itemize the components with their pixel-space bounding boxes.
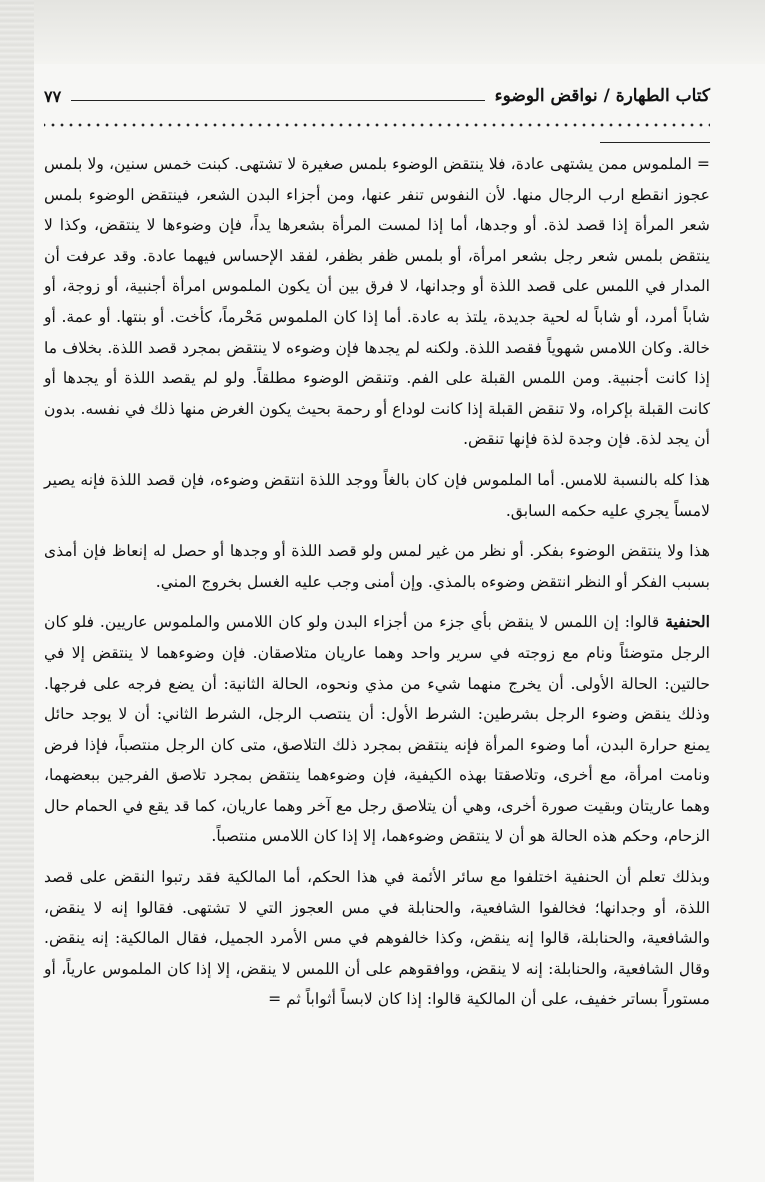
header-rule xyxy=(71,100,484,101)
paragraph-3 xyxy=(44,536,710,597)
paragraph-4-label: الحنفية xyxy=(665,612,710,632)
page-number: ٧٧ xyxy=(44,86,62,106)
scan-top-edge xyxy=(0,0,765,64)
paragraph-4 xyxy=(44,607,710,852)
paragraph-2-text: هذا كله بالنسبة للامس. أما الملموس فإن كان بالغاً ووجد اللذة انتقض وضوءه، فإن قصد اللذة فإنه يصير لامساً يجري عليه حكمه السابق. xyxy=(44,470,710,520)
paragraph-2 xyxy=(44,465,710,526)
footnote-text xyxy=(44,149,710,1015)
paragraph-4-text: قالوا: إن اللمس لا ينقض بأي جزء من أجزاء البدن ولو كان اللامس والملموس عاريين. فلو كان الرجل متوضئاً ونام مع زوجته في سرير واحد وهما عاريان متلاصقان. فإن وضوءهما لا ينتقض إلا في حالتين: الحالة الأولى. أن يخرج منهما شيء من مذي ونحوه، الحالة الثانية: أن يضع فرجه على فرجها. وذلك ينقض وضوء الرجل بشرطين: الشرط الأول: أن ينتصب الرجل، الشرط الثاني: أن لا يوجد حائل يمنع حرارة البدن، أما وضوء المرأة فإنه ينتقض بمجرد ذلك التلاصق، متى كان الرجل منتصباً، فإذا فرض ونامت امرأة، مع أخرى، وتلاصقتا بهذه الكيفية، فإن وضوءهما ينتقض بمجرد تلاصق الفرجين ببعضهما، وهما عاريتان وبقيت صورة أخرى، وهي أن يتلاصق رجل مع آخر وهما عاريان، كما قد يقع في الحمام حال الزحام، وحكم هذه الحالة هو أن لا ينتقض وضوءهما، إلا إذا كان اللامس منتصباً. xyxy=(44,613,710,846)
paragraph-5-text: وبذلك تعلم أن الحنفية اختلفوا مع سائر الأئمة في هذا الحكم، أما المالكية فقد رتبوا النقض على قصد اللذة، أو وجدانها؛ فخالفوا الشافعية، والحنابلة في مس العجوز التي لا تشتهى. فقالوا إنه لا ينقض، والشافعية، والحنابلة، قالوا إنه ينقض، وكذا خالفوهم في مس الأمرد الجميل، فقال المالكية: إنه ينقض. وقال الشافعية، والحنابلة: إنه لا ينقض، ووافقوهم على أن اللمس لا ينقض، إلا إذا كان الملموس عارياً، أو مستوراً بساتر خفيف، على أن المالكية قالوا: إذا كان لابساً أثواباً ثم = xyxy=(44,868,710,1009)
dotted-separator xyxy=(44,118,710,132)
header-title: كتاب الطهارة / نواقض الوضوء xyxy=(494,86,710,106)
paragraph-1-text: = الملموس ممن يشتهى عادة، فلا ينتقض الوضوء بلمس صغيرة لا تشتهى. كبنت خمس سنين، ولا بلمس عجوز انقطع ارب الرجال منها. لأن النفوس تنفر عنها، ومن أجزاء البدن الشعر، فينتقض الوضوء بلمس شعر المرأة إذا قصد لذة. أو وجدها، أما إذا لمست المرأة بشعرها يداً، فإن وضوءها لا ينتقض، وكذا لا ينتقض بلمس شعر رجل بشعر امرأة، أو بلمس ظفر بظفر، لفقد الإحساس فيهما عادة. وقد عرفت أن المدار في اللمس على قصد اللذة أو وجدانها، لا فرق بين أن يكون الملموس امرأة أجنبية، أو زوجة، أو شاباً أمرد، أو شاباً له لحية جديدة، يلتذ به عادة. أما إذا كان الملموس مَحْرماً، كأخت. أو بنتها. أو عمة. أو خالة. وكان اللامس شهوياً فقصد اللذة. ولكنه لم يجدها فإن وضوءه لا ينتقض بمجرد قصد اللذة. بخلاف ما إذا كانت أجنبية. ومن اللمس القبلة على الفم. وتنقض الوضوء مطلقاً. ولو لم يقصد اللذة أو يجدها أو كانت القبلة بإكراه، ولا تنقض القبلة إذا كانت لوداع أو رحمة بحيث يكون الغرض منها ذلك في نفسه. بدون أن يجد لذة. فإن وجدة لذة فإنها تنقض. xyxy=(44,155,710,449)
scan-left-edge xyxy=(0,0,34,1182)
running-header xyxy=(44,82,710,110)
paragraph-3-text: هذا ولا ينتقض الوضوء بفكر. أو نظر من غير لمس ولو قصد اللذة أو وجدها أو حصل له إنعاظ فإن أمذى بسبب الفكر أو النظر انتقض وضوءه بالمذي. وإن أمنى وجب عليه الغسل بخروج المني. xyxy=(44,542,710,591)
paragraph-5 xyxy=(44,862,710,1015)
book-page xyxy=(44,82,710,1142)
paragraph-1 xyxy=(44,149,710,455)
footnote-rule xyxy=(600,142,710,143)
